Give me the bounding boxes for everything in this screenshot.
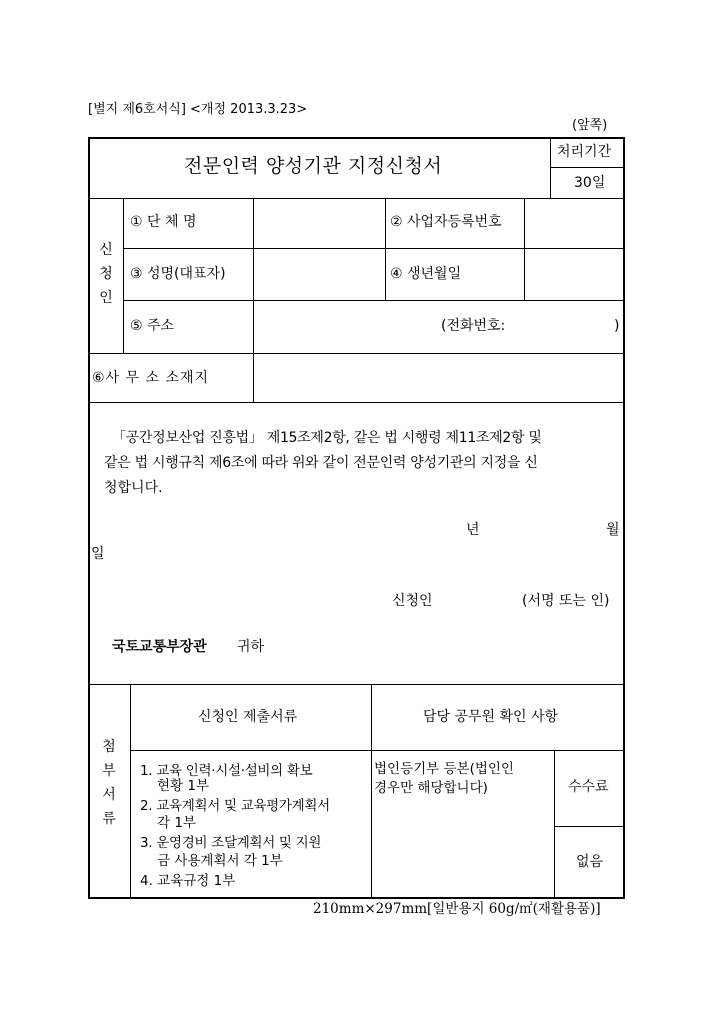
official-check-line-1: 법인등기부 등본(법인인	[374, 761, 514, 777]
attachment-item-4: 4. 교육규정 1부	[140, 873, 236, 889]
representative-name-field[interactable]	[255, 250, 383, 298]
statement-line-2: 같은 법 시행규칙 제6조에 따라 위와 같이 전문인력 양성기관의 지정을 신	[104, 455, 538, 471]
signature-field[interactable]	[446, 588, 512, 612]
processing-period-value: 30일	[574, 175, 606, 191]
date-month-label: 월	[606, 522, 620, 538]
signature-sign-label: (서명 또는 인)	[522, 593, 610, 609]
form-title: 전문인력 양성기관 지정신청서	[184, 155, 443, 177]
statement-line-3: 청합니다.	[104, 480, 163, 496]
fee-label: 수수료	[568, 779, 609, 795]
addressee-suffix: 귀하	[237, 639, 265, 655]
page-side-label: (앞쪽)	[572, 118, 608, 133]
date-day-label: 일	[91, 546, 105, 562]
form-number-header: [별지 제6호서식] <개정 2013.3.23>	[88, 102, 308, 117]
attachment-item-2-cont: 각 1부	[157, 815, 196, 831]
address-field[interactable]	[255, 302, 623, 351]
addressee-name: 국토교통부장관	[112, 639, 207, 655]
date-year-label: 년	[466, 522, 480, 538]
org-name-field[interactable]	[255, 200, 383, 246]
representative-name-label: ③ 성명(대표자)	[130, 266, 226, 282]
birth-date-label: ④ 생년월일	[390, 266, 462, 282]
col-official-verification: 담당 공무원 확인 사항	[423, 709, 559, 725]
org-name-label: ① 단 체 명	[130, 214, 197, 230]
attachment-item-2: 2. 교육계획서 및 교육평가계획서	[140, 798, 330, 814]
attachments-section-label: 첨부서류	[102, 739, 116, 827]
phone-label: (전화번호:	[441, 318, 506, 334]
attachment-item-1: 1. 교육 인력·시설·설비의 확보	[140, 763, 313, 779]
attachment-item-1-cont: 현황 1부	[157, 778, 210, 794]
processing-period-label: 처리기간	[557, 144, 612, 160]
birth-date-field[interactable]	[526, 250, 623, 298]
attachment-item-3: 3. 운영경비 조달계획서 및 지원	[140, 835, 322, 851]
fee-value: 없음	[576, 854, 604, 870]
official-check-line-2: 경우만 해당합니다)	[374, 780, 488, 796]
applicant-section-label: 신청인	[99, 242, 113, 306]
address-label: ⑤ 주소	[130, 318, 175, 334]
attachment-item-3-cont: 금 사용계획서 각 1부	[157, 853, 283, 869]
col-applicant-documents: 신청인 제출서류	[198, 709, 298, 725]
phone-close-paren: )	[614, 318, 620, 334]
biz-reg-number-label: ② 사업자등록번호	[390, 214, 502, 230]
office-location-field[interactable]	[255, 355, 623, 400]
office-location-label: ⑥사 무 소 소재지	[92, 370, 210, 386]
biz-reg-number-field[interactable]	[526, 200, 623, 246]
paper-specification: 210mm×297mm[일반용지 60g/㎡(재활용품)]	[313, 901, 601, 917]
statement-line-1: 「공간정보산업 진흥법」 제15조제2항, 같은 법 시행령 제11조제2항 및	[112, 430, 542, 446]
signature-applicant-label: 신청인	[392, 593, 433, 609]
